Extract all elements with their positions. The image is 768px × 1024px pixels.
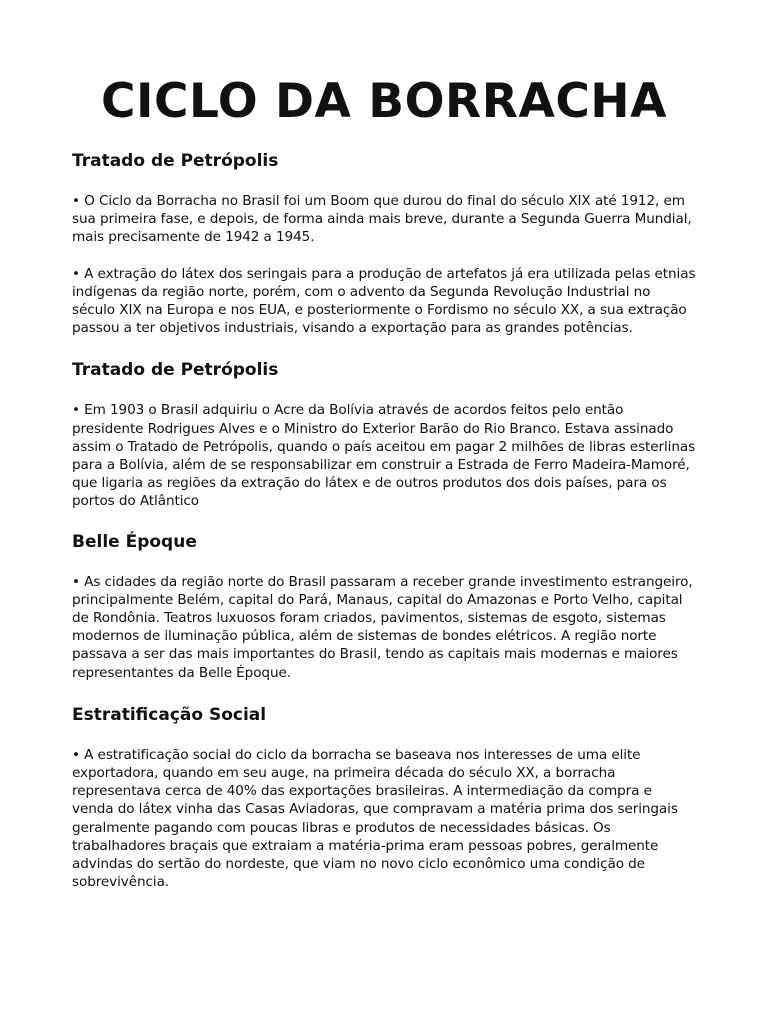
- section-heading: Tratado de Petrópolis: [72, 151, 279, 171]
- paragraph: • Em 1903 o Brasil adquiriu o Acre da Bolívia através de acordos feitos pelo então presidente Rodrigues Alves e o Ministro do Exterior Barão do Rio Branco. Estava assinado assim o Tratado de Petrópolis, quando o país aceitou em pagar 2 milhões de libras esterlinas para a Bolívia, além de se responsabilizar em construir a Estrada de Ferro Madeira-Mamoré, que ligaria as regiões da extração do látex e de outros produtos dos dois países, para os portos do Atlântico: [72, 402, 696, 510]
- section-heading: Tratado de Petrópolis: [72, 360, 279, 381]
- section-heading: Estratificação Social: [72, 704, 267, 725]
- section-estratificacao-social: [72, 704, 696, 892]
- paragraph: • O Ciclo da Borracha no Brasil foi um Boom que durou do final do século XIX até 1912, em sua primeira fase, e depois, de forma ainda mais breve, durante a Segunda Guerra Mundial, mais precisamente de 1942 a 1945.: [72, 193, 692, 246]
- section-belle-epoque: [72, 531, 696, 682]
- document-page: [72, 70, 696, 891]
- section-heading: Belle Époque: [72, 531, 197, 552]
- document-title: CICLO DA BORRACHA: [100, 74, 668, 129]
- paragraph: • A extração do látex dos seringais para a produção de artefatos já era utilizada pelas etnias indígenas da região norte, porém, com o advento da Segunda Revolução Industrial no século XIX na Europa e nos EUA, e posteriormente o Fordismo no século XX, a sua extração passou a ter objetivos industriais, visando a exportação para as grandes potências.: [72, 265, 696, 337]
- paragraph: • A estratificação social do ciclo da borracha se baseava nos interesses de uma elite exportadora, quando em seu auge, na primeira década do século XX, a borracha representava cerca de 40% das exportações brasileiras. A intermediação da compra e venda do látex vinha das Casas Aviadoras, que compravam a matéria prima dos seringais geralmente pagando com poucas libras e produtos de necessidades básicas. Os trabalhadores braçais que extraiam a matéria-prima eram pessoas pobres, geralmente advindas do sertão do nordeste, que viam no novo ciclo econômico uma condição de sobrevivência.: [72, 746, 678, 891]
- paragraph: • As cidades da região norte do Brasil passaram a receber grande investimento estrangeiro, principalmente Belém, capital do Pará, Manaus, capital do Amazonas e Porto Velho, capital de Rondônia. Teatros luxuosos foram criados, pavimentos, sistemas de esgoto, sistemas modernos de iluminação pública, além de sistemas de bondes elétricos. A região norte passava a ser das mais importantes do Brasil, tendo as capitais mais modernas e maiores representantes da Belle Époque.: [72, 573, 693, 681]
- section-tratado-1: [72, 150, 696, 337]
- section-tratado-2: [72, 359, 696, 510]
